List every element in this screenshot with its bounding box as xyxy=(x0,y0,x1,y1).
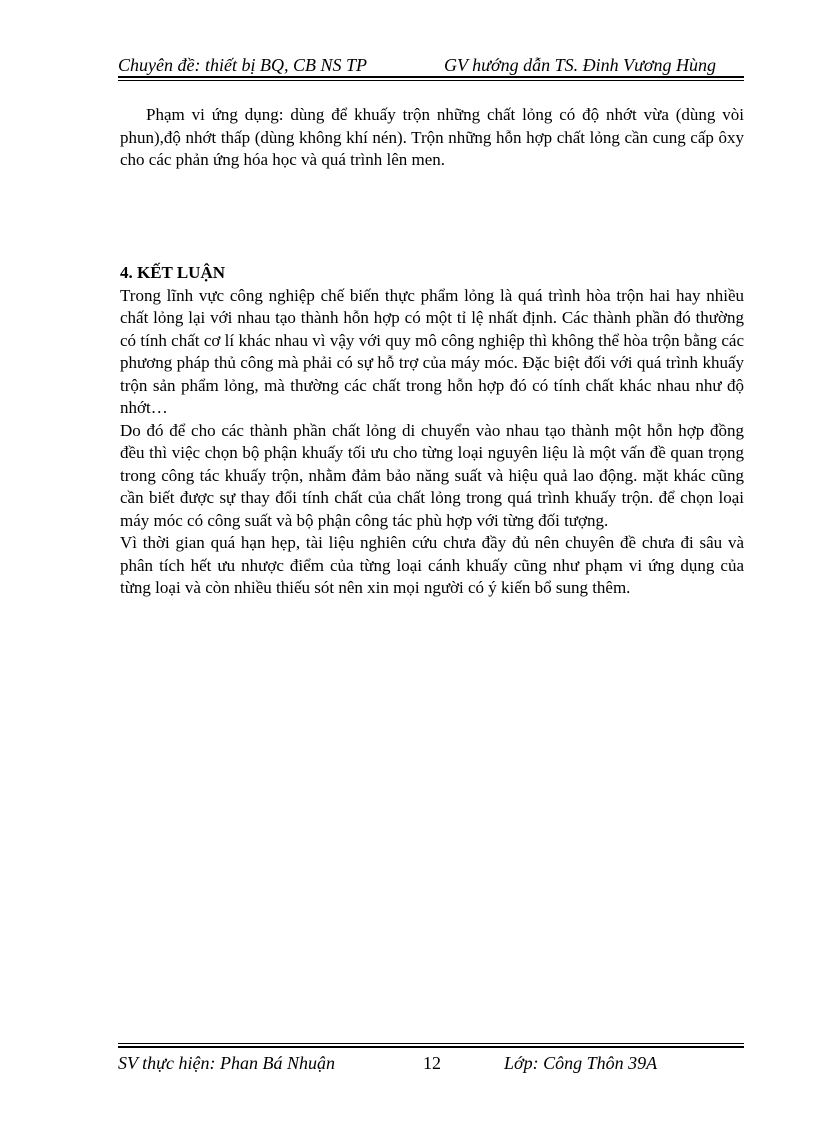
footer-student: SV thực hiện: Phan Bá Nhuận xyxy=(118,1053,335,1073)
header-rule-thin xyxy=(118,80,744,81)
conclusion-paragraph-1: Trong lĩnh vực công nghiệp chế biến thực phẩm lỏng là quá trình hòa trộn hai hay nhiều chất lỏng lại với nhau tạo thành hỗn hợp có một tỉ lệ nhất định. Các thành phần đó thường có tính chất cơ lí khác nhau vì vậy với quy mô công nghiệp thì không thể hòa trộn bằng các phương pháp thủ công mà phải có sự hỗ trợ của máy móc. Đặc biệt đối với quá trình khuấy trộn sản phẩm lỏng, mà thường các chất trong hỗn hợp đó có tính chất khác nhau như độ nhớt… xyxy=(120,285,744,417)
intro-paragraph-block xyxy=(120,104,744,172)
page-header xyxy=(118,54,744,76)
page-footer xyxy=(118,1052,744,1074)
page-number: 12 xyxy=(423,1053,441,1073)
header-topic: Chuyên đề: thiết bị BQ, CB NS TP xyxy=(118,55,367,75)
footer-rule-thin xyxy=(118,1043,744,1044)
conclusion-section xyxy=(120,262,744,600)
conclusion-paragraph-2: Do đó để cho các thành phần chất lỏng di chuyển vào nhau tạo thành một hỗn hợp đồng đều thì việc chọn bộ phận khuấy tối ưu cho từng loại nguyên liệu là một vấn đề quan trọng trong công tác khuấy trộn, nhằm đảm bảo năng suất và hiệu quả lao động. mặt khác cũng cần biết được sự thay đổi tính chất của chất lỏng trong quá trình khuấy trộn. để chọn loại máy móc có công suất và bộ phận công tác phù hợp với từng đối tượng. xyxy=(120,420,744,530)
intro-paragraph: Phạm vi ứng dụng: dùng để khuấy trộn những chất lỏng có độ nhớt vừa (dùng vòi phun),độ nhớt thấp (dùng không khí nén). Trộn những hỗn hợp chất lỏng cần cung cấp ôxy cho các phản ứng hóa học và quá trình lên men. xyxy=(120,105,744,169)
section-heading: 4. KẾT LUẬN xyxy=(120,263,226,282)
header-advisor: GV hướng dẫn TS. Đinh Vương Hùng xyxy=(444,55,717,75)
header-rule-thick xyxy=(118,76,744,78)
footer-rule-thick xyxy=(118,1046,744,1048)
footer-class: Lớp: Công Thôn 39A xyxy=(504,1053,658,1073)
conclusion-paragraph-3: Vì thời gian quá hạn hẹp, tài liệu nghiên cứu chưa đầy đủ nên chuyên đề chưa đi sâu và phân tích hết ưu nhược điểm của từng loại cánh khuấy cũng như phạm vi ứng dụng của từng loại và còn nhiều thiếu sót nên xin mọi người có ý kiến bổ sung thêm. xyxy=(120,533,744,597)
